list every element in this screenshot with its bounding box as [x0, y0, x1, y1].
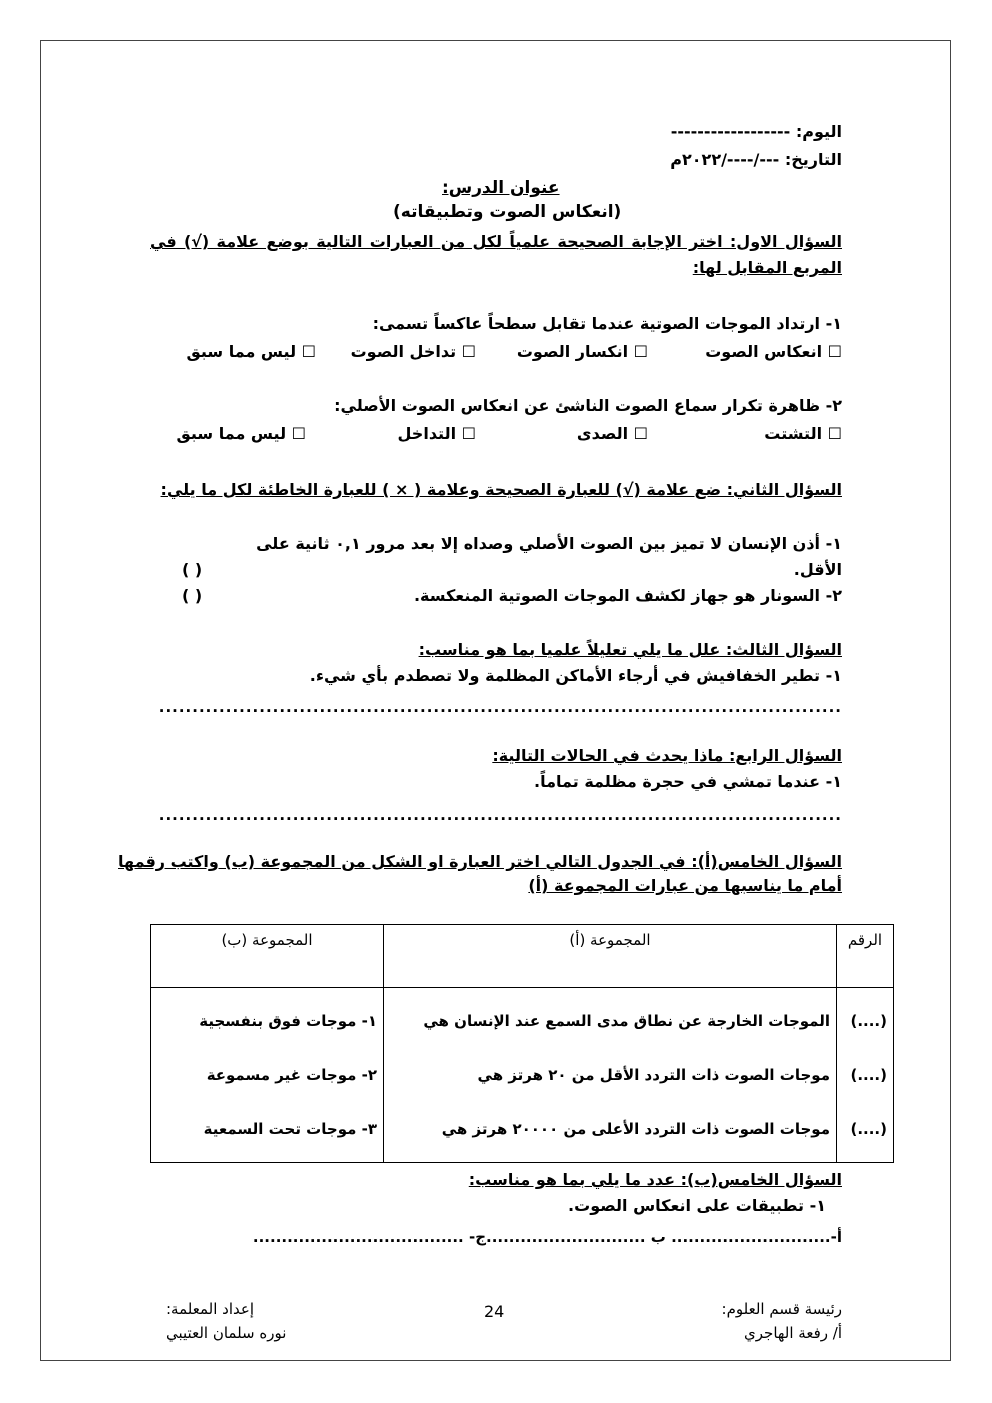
checkbox-icon[interactable]: ☐	[301, 342, 316, 361]
q1-item-1-option-2[interactable]: ☐ انكسار الصوت	[516, 342, 648, 361]
q2-item-1-cont: الأقل.	[793, 560, 842, 579]
footer-teacher-name: نوره سلمان العتيبي	[166, 1324, 287, 1342]
q2-item-2: ٢- السونار هو جهاز لكشف الموجات الصوتية المنعكسة.	[413, 586, 842, 605]
q1-item-2-option-4[interactable]: ☐ ليس مما سبق	[176, 424, 306, 443]
checkbox-icon[interactable]: ☐	[633, 342, 648, 361]
q2-item-1-answer[interactable]: ( )	[182, 560, 203, 579]
q4-item-1: ١- عندما تمشي في حجرة مظلمة تماماً.	[534, 772, 842, 791]
group-b-item: ٢- موجات غير مسموعة	[206, 1066, 377, 1084]
checkbox-icon[interactable]: ☐	[291, 424, 306, 443]
q1-item-1-option-4[interactable]: ☐ ليس مما سبق	[186, 342, 316, 361]
group-b-item: ١- موجات فوق بنفسجية	[199, 1012, 377, 1030]
q5a-heading: السؤال الخامس(أ): في الجدول التالي اختر العبارة او الشكل من المجموعة (ب) واكتب رقمها	[118, 852, 842, 871]
q1-item-1-option-1[interactable]: ☐ انعكاس الصوت	[705, 342, 842, 361]
answer-blank[interactable]: (....)	[850, 1120, 887, 1138]
answer-blank[interactable]: (....)	[850, 1012, 887, 1030]
checkbox-icon[interactable]: ☐	[461, 424, 476, 443]
matching-table	[150, 924, 894, 1163]
q1-item-1: ١- ارتداد الموجات الصوتية عندما تقابل سطحاً عاكساً تسمى:	[372, 314, 842, 333]
header-group-a: المجموعة (أ)	[384, 925, 837, 988]
q5a-heading-cont: أمام ما يناسبها من عبارات المجموعة (أ)	[528, 876, 842, 895]
footer-head-name: أ/ رفعة الهاجري	[744, 1324, 842, 1342]
q3-item-1: ١- تطير الخفافيش في أرجاء الأماكن المظلمة ولا تصطدم بأي شيء.	[309, 666, 842, 685]
footer-head-title: رئيسة قسم العلوم:	[721, 1300, 842, 1318]
q5b-item-1: ١- تطبيقات على انعكاس الصوت.	[568, 1196, 826, 1215]
table-body-row	[151, 988, 894, 1163]
header-group-b: المجموعة (ب)	[151, 925, 384, 988]
table-header-row	[151, 925, 894, 988]
q5b-blanks[interactable]: أ-............................ ب ............................ج- .....................................	[252, 1228, 842, 1246]
q1-item-1-option-3[interactable]: ☐ تداخل الصوت	[350, 342, 476, 361]
q2-item-1: ١- أذن الإنسان لا تميز بين الصوت الأصلي وصداه إلا بعد مرور ٠,١ ثانية على	[256, 534, 842, 553]
group-a-item: موجات الصوت ذات التردد الأعلى من ٢٠٠٠٠ هرتز هي	[441, 1120, 830, 1138]
header-num: الرقم	[837, 925, 894, 988]
q2-item-2-answer[interactable]: ( )	[182, 586, 203, 605]
q1-heading: السؤال الاول: اختر الإجابة الصحيحة علمياً لكل من العبارات التالية بوضع علامة (√) في	[150, 232, 842, 251]
q4-heading: السؤال الرابع: ماذا يحدث في الحالات التالية:	[492, 746, 842, 765]
footer-teacher-title: إعداد المعلمة:	[166, 1300, 254, 1318]
group-a-item: موجات الصوت ذات التردد الأقل من ٢٠ هرتز هي	[477, 1066, 830, 1084]
checkbox-icon[interactable]: ☐	[827, 342, 842, 361]
page-number: 24	[484, 1302, 505, 1321]
q1-heading-cont: المربع المقابل لها:	[692, 258, 842, 277]
lesson-title: (انعكاس الصوت وتطبيقاته)	[393, 202, 622, 222]
group-a-item: الموجات الخارجة عن نطاق مدى السمع عند الإنسان هي	[423, 1012, 830, 1030]
q3-heading: السؤال الثالث: علل ما يلي تعليلاً علميا بما هو مناسب:	[418, 640, 842, 659]
date-field: التاريخ: ---/----/٢٠٢٢م	[670, 150, 842, 169]
checkbox-icon[interactable]: ☐	[461, 342, 476, 361]
q1-item-2-option-1[interactable]: ☐ التشتت	[764, 424, 842, 443]
answer-blank[interactable]: (....)	[850, 1066, 887, 1084]
q2-heading: السؤال الثاني: ضع علامة (√) للعبارة الصحيحة وعلامة ( × ) للعبارة الخاطئة لكل ما يلي:	[160, 480, 842, 499]
group-b-item: ٣- موجات تحت السمعية	[203, 1120, 377, 1138]
q1-item-2-option-3[interactable]: ☐ التداخل	[397, 424, 476, 443]
lesson-title-label: عنوان الدرس:	[442, 178, 560, 198]
checkbox-icon[interactable]: ☐	[633, 424, 648, 443]
q1-item-2: ٢- ظاهرة تكرار سماع الصوت الناشئ عن انعكاس الصوت الأصلي:	[334, 396, 842, 415]
q3-answer-line[interactable]: ......................................................................................................	[158, 698, 842, 716]
day-field: اليوم: ------------------	[670, 122, 842, 141]
q1-item-2-option-2[interactable]: ☐ الصدى	[576, 424, 648, 443]
checkbox-icon[interactable]: ☐	[827, 424, 842, 443]
q5b-heading: السؤال الخامس(ب): عدد ما يلي بما هو مناسب:	[468, 1170, 842, 1189]
q4-answer-line[interactable]: ......................................................................................................	[158, 806, 842, 824]
